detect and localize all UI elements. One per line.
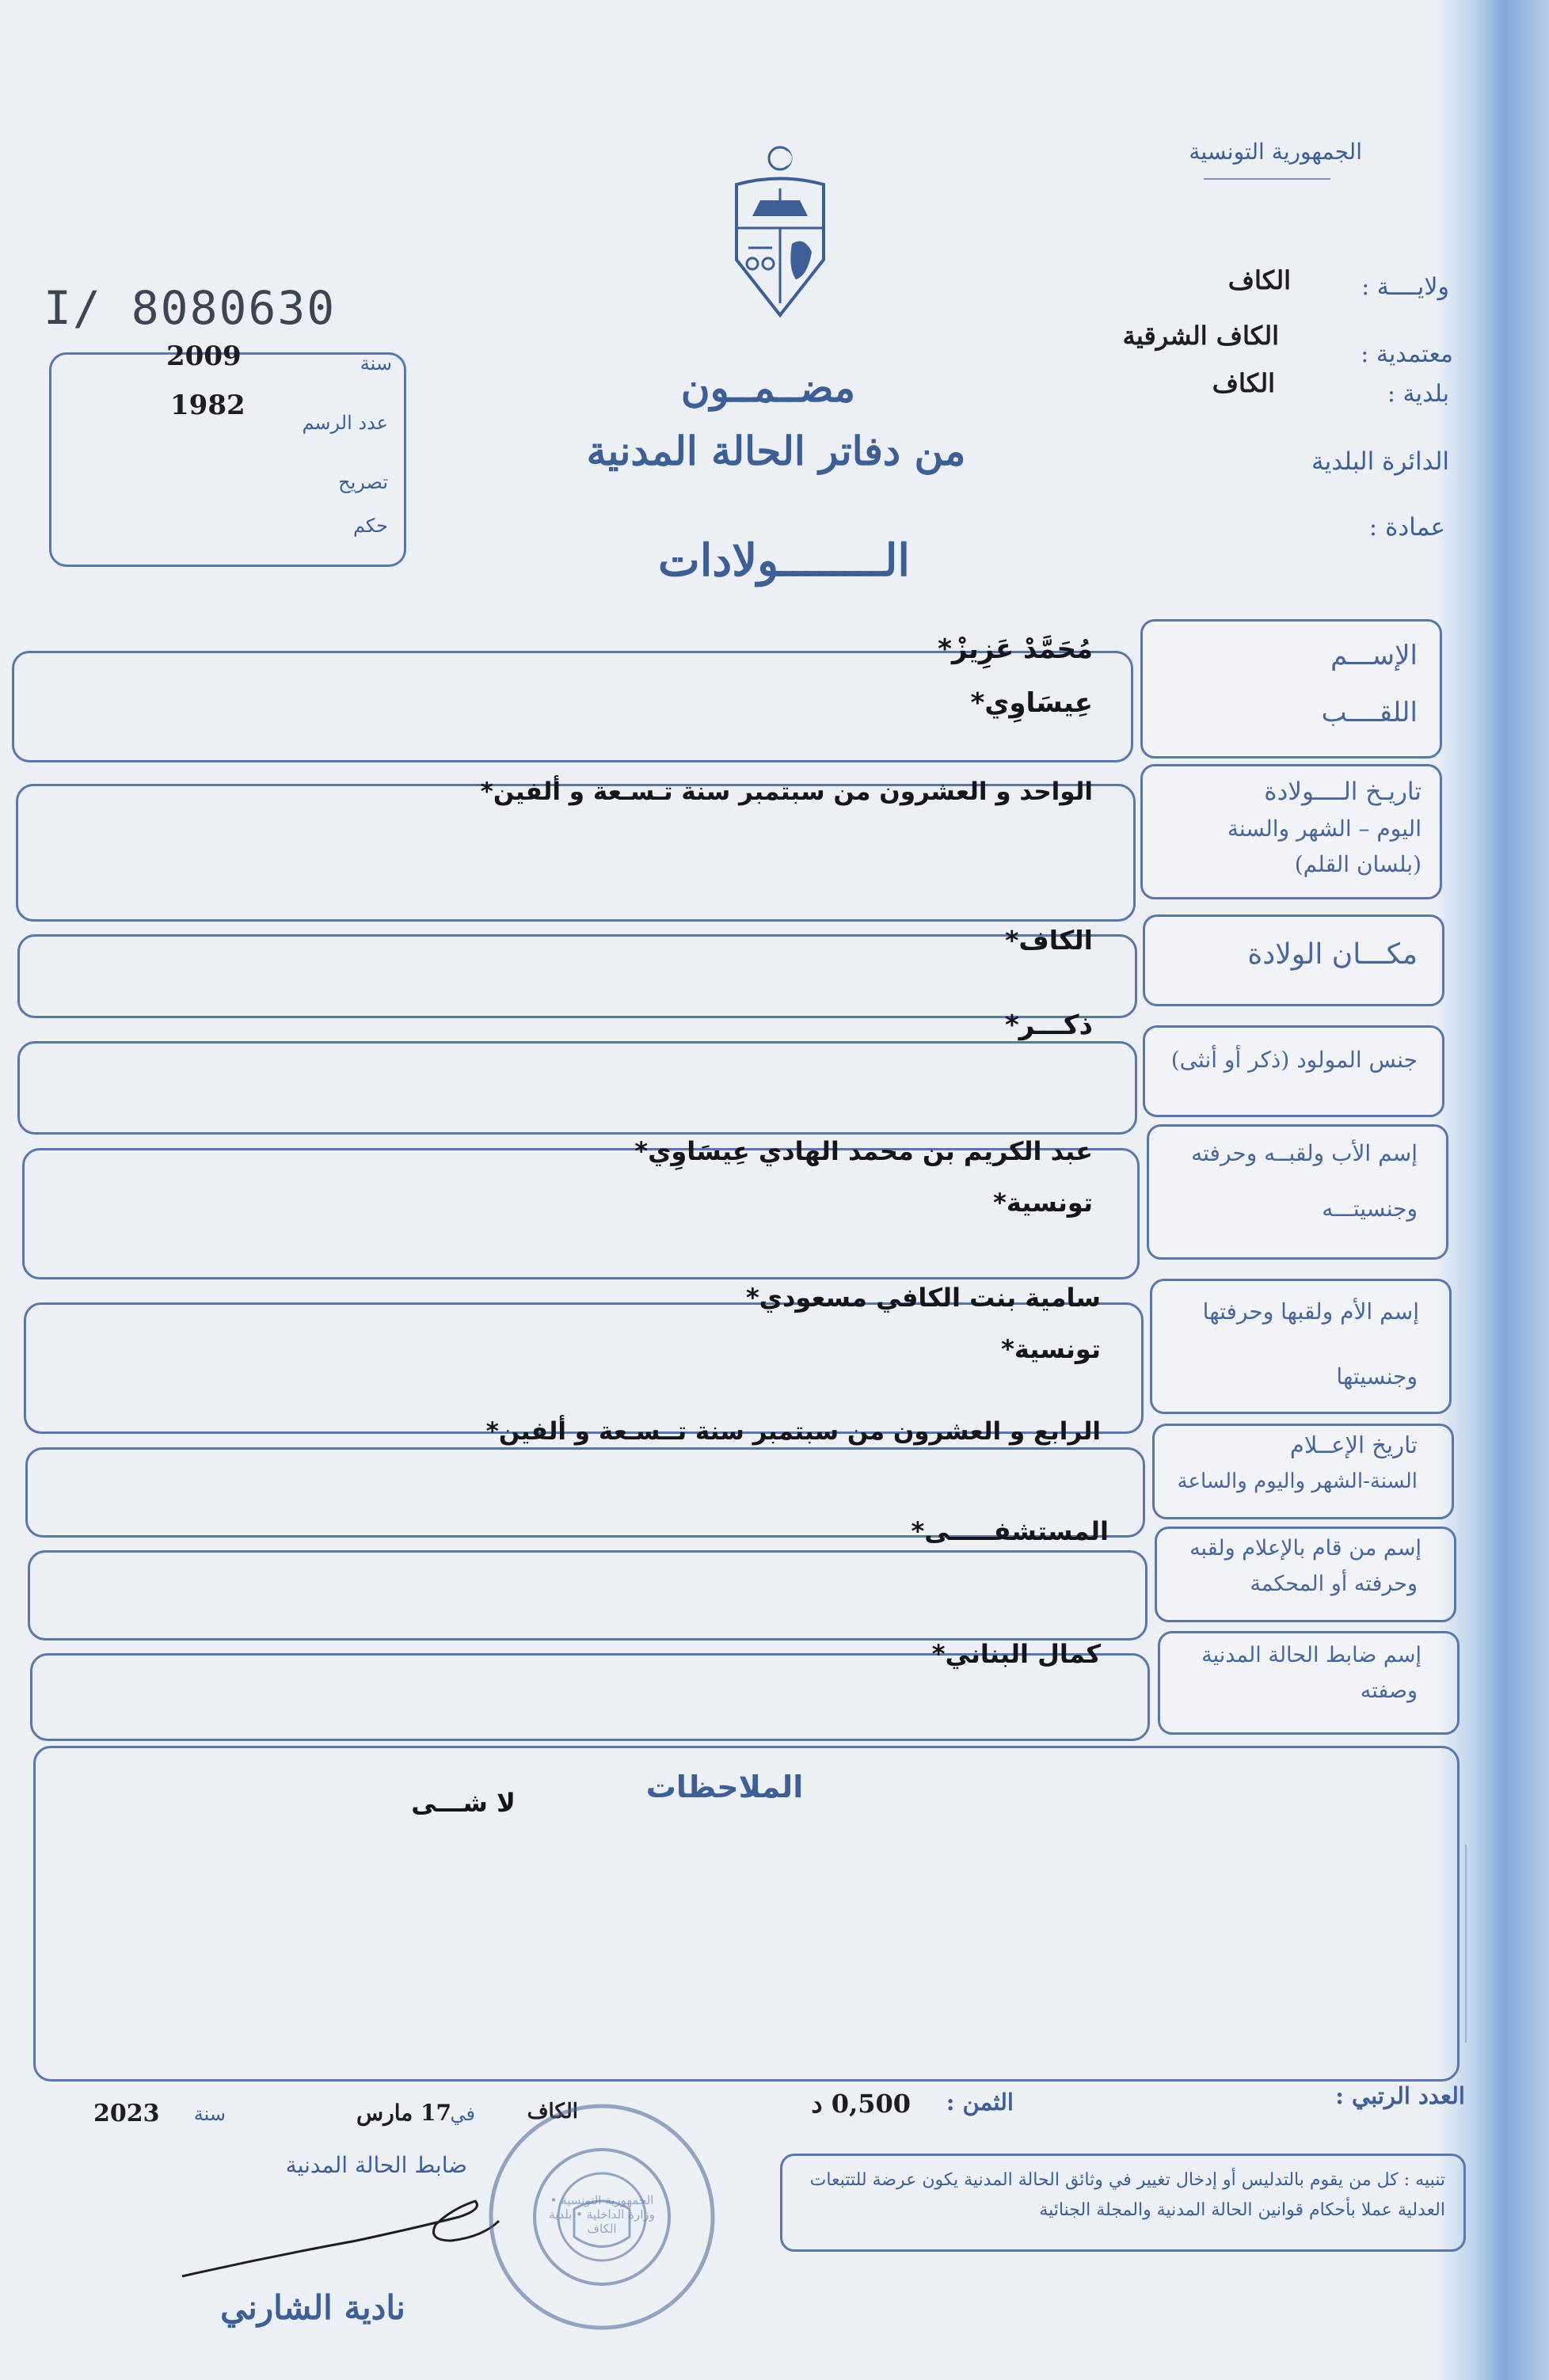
officer-name: نادية الشارني [220,2288,405,2327]
label-father: إسم الأب ولقبــه وحرفته [1191,1140,1418,1166]
label-declaration-date: تاريخ الإعــلام [1289,1431,1418,1458]
label-birthdate-pen: (بلسان القلم) [1294,851,1422,877]
label-declarant: إسم من قام بالإعلام ولقبه [1189,1536,1422,1561]
baladia-label: بلدية : [1387,380,1449,408]
value-declaration-date: الرابع و العشرون من سبتمبر سنة تــسـعة و ألفين* [485,1417,1101,1446]
value-mother: سامية بنت الكافي مسعودي* [745,1283,1101,1313]
value-sex: ذكـــر* [1004,1009,1093,1041]
registry-hukm-label: حكم [352,515,388,537]
stamp-text: الجمهورية التونسية • وزارة الداخلية • بلدية الكاف [549,2193,655,2236]
value-birthplace: الكاف* [1005,925,1093,956]
republic-label: الجمهورية التونسية [1189,139,1362,165]
edge-print-mark [1465,1845,1482,2043]
label-officer-sub: وصفته [1360,1679,1418,1703]
year-label: سنة [193,2103,226,2125]
label-surname: اللقــــب [1321,697,1418,728]
officer-title: ضابط الحالة المدنية [285,2152,467,2178]
title-line1: مضــمــون [680,364,856,411]
registry-sana-label: سنة [360,352,392,374]
value-father-nationality: تونسية* [993,1188,1093,1218]
label-officer: إسم ضابط الحالة المدنية [1201,1643,1422,1667]
title-line2: من دفاتر الحالة المدنية [586,428,966,474]
label-father-nationality: وجنسيتـــه [1322,1196,1418,1222]
registry-adad-value: 1982 [170,390,245,421]
label-mother-nationality: وجنسيتها [1336,1363,1418,1390]
label-sex: جنس المولود (ذكر أو أنثى) [1170,1047,1418,1073]
date-prefix: في [450,2103,475,2125]
value-declarant: المستشفـــــى* [911,1516,1109,1546]
issue-day-month: 17 مارس [356,2100,451,2126]
daira-label: الدائرة البلدية [1311,447,1449,476]
remarks-value: لا شـــى [411,1788,516,1818]
wilaya-value: الكاف [1227,265,1291,295]
label-mother: إسم الأم ولقبها وحرفتها [1202,1298,1419,1325]
label-declaration-date-sub: السنة-الشهر واليوم والساعة [1177,1469,1418,1493]
issue-place: الكاف [527,2100,578,2123]
value-birthdate: الواحد و العشرون من سبتمبر سنة تـسـعة و ألفين* [480,777,1093,806]
official-stamp [483,2098,721,2336]
remarks-label: الملاحظات [645,1770,804,1804]
motamadia-value: الكاف الشرقية [1122,321,1279,351]
value-mother-nationality: تونسية* [1001,1334,1101,1364]
signature [174,2193,507,2288]
value-name: مُحَمَّدْ عَزِيزْ* [938,633,1093,665]
republic-underline [1204,178,1330,180]
value-officer: كمال البناني* [931,1639,1101,1669]
section-title: الــــــــولادات [658,534,910,587]
baladia-value: الكاف [1212,368,1275,398]
label-birthdate: تاريـخ الــــولادة [1264,777,1422,806]
value-father: عبد الكريم بن محمد الهادي عِيسَاوِي* [634,1136,1093,1166]
price-value: 0,500 د [811,2089,911,2119]
registry-adad-label: عدد الرسم [302,412,388,434]
serial-number: I/ 8080630 [44,281,337,335]
label-name: الإســـم [1330,640,1418,671]
label-birthdate-sub: اليوم – الشهر والسنة [1227,816,1422,842]
coat-of-arms-icon [721,141,839,323]
value-box-declarant [28,1550,1147,1641]
raqm-label: العدد الرتبي : [1335,2082,1465,2109]
value-box-mother [24,1302,1144,1434]
registry-tasrih-label: تصريح [338,471,388,493]
wilaya-label: ولايــــة : [1361,273,1449,301]
imada-label: عمادة : [1368,513,1445,542]
price-label: الثمن : [946,2089,1014,2116]
issue-year: 2023 [93,2100,160,2127]
label-declarant-sub: وحرفته أو المحكمة [1250,1572,1418,1596]
notice-text: تنبيه : كل من يقوم بالتدليس أو إدخال تغيير في وثائق الحالة المدنية يكون عرضة للتتبعات العدلية عملا بأحكام قوانين الحالة المدنية والمجلة الجنائية [809,2170,1445,2220]
value-box-sex [17,1041,1137,1135]
label-birthplace: مكـــان الولادة [1247,938,1418,971]
registry-sana-value: 2009 [166,340,242,372]
motamadia-label: معتمدية : [1361,340,1453,368]
value-surname: عِيسَاوِي* [970,687,1093,719]
